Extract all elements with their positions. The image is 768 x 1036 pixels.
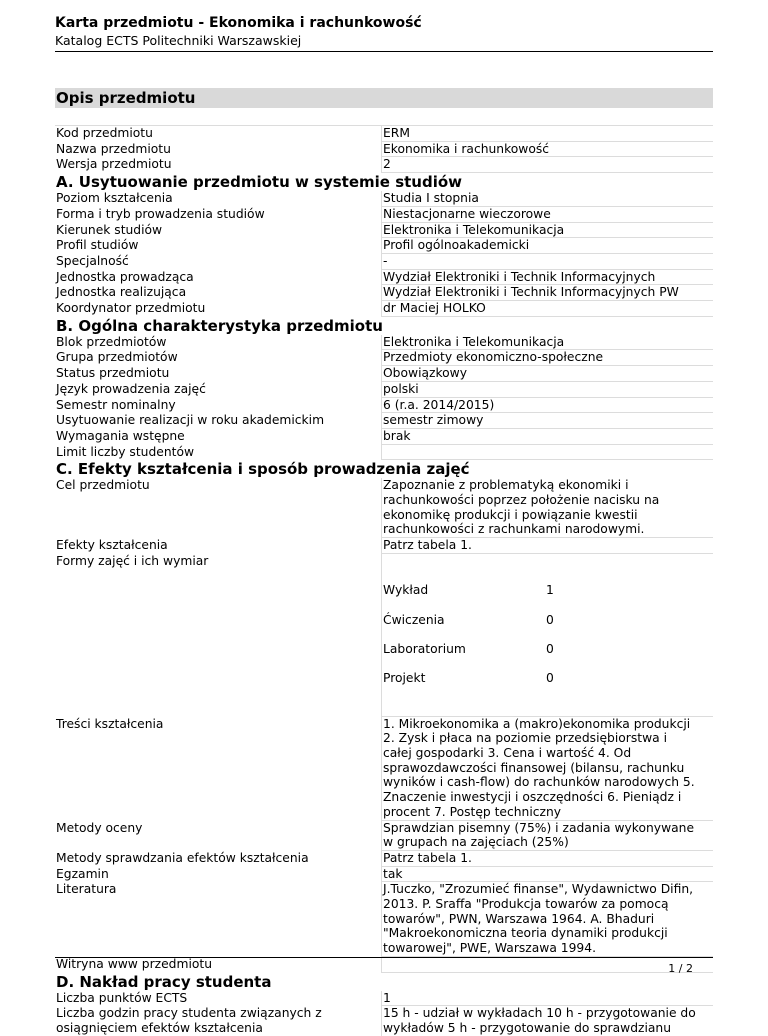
table-row [55,270,713,286]
row-value: Niestacjonarne wieczorowe [382,207,713,223]
table-row [55,254,713,270]
form-hours: 0 [546,671,554,686]
row-label: Treści kształcenia [55,717,382,821]
table-row [55,398,713,414]
opis-spacer [55,111,713,126]
document-title: Karta przedmiotu - Ekonomika i rachunkowość [55,15,422,31]
row-value: Elektronika i Telekomunikacja [382,223,713,239]
page-number: 1 / 2 [668,962,693,975]
row-label: Semestr nominalny [55,398,382,414]
row-value: Przedmioty ekonomiczno-społeczne [382,350,713,366]
table-row [55,867,713,883]
row-label: Wersja przedmiotu [55,157,382,173]
row-label: Jednostka realizująca [55,285,382,301]
row-value: Sprawdzian pisemny (75%) i zadania wykonywane w grupach na zajęciach (25%) [382,821,713,851]
row-label: Kod przedmiotu [55,126,382,142]
row-value [382,445,713,461]
table-row [55,957,713,973]
table-row [55,238,713,254]
row-value: J.Tuczko, "Zrozumieć finanse", Wydawnictwo Difin, 2013. P. Sraffa "Produkcja towarów za pomocą towarów", PWN, Warszawa 1964. A. Bhaduri "Makroekonomiczna teoria dynamiki produkcji towarowej", PWE, Warszawa 1994. [382,882,713,957]
row-value: 1. Mikroekonomika a (makro)ekonomika produkcji 2. Zysk i płaca na poziomie przedsiębiorstwa i całej gospodarki 3. Cena i wartość 4. Od sprawozdawczości finansowej (bilansu, rachunku wyników i cash-flow) do rachunków narodowych 5. Znaczenie inwestycji i oszczędności 6. Pieniądz i procent 7. Postęp techniczny [382,717,713,821]
table-row [55,429,713,445]
table-row [55,478,713,538]
table-row [55,538,713,554]
row-value: Wydział Elektroniki i Technik Informacyjnych PW [382,285,713,301]
row-value: Zapoznanie z problematyką ekonomiki i rachunkowości poprzez położenie nacisku na ekonomikę produkcji i powiązanie kwestii rachunkowości z rachunkami narodowymi. [382,478,713,538]
row-value: Elektronika i Telekomunikacja [382,335,713,351]
row-value: Patrz tabela 1. [382,851,713,867]
section-c-title: C. Efekty kształcenia i sposób prowadzenia zajęć [56,460,470,479]
table-row [55,413,713,429]
row-label: Usytuowanie realizacji w roku akademickim [55,413,382,429]
row-label: Liczba godzin pracy studenta związanych z osiągnięciem efektów kształcenia [55,1006,382,1035]
row-label: Literatura [55,882,382,957]
form-name: Ćwiczenia [383,612,445,627]
row-label: Jednostka prowadząca [55,270,382,286]
table-row [55,991,713,1007]
form-hours: 1 [546,583,554,598]
form-name: Laboratorium [383,642,466,657]
row-label: Witryna www przedmiotu [55,957,382,973]
row-label: Liczba punktów ECTS [55,991,382,1007]
table-row [55,350,713,366]
row-value: semestr zimowy [382,413,713,429]
row-value [382,957,713,973]
table-row [55,285,713,301]
row-label: Cel przedmiotu [55,478,382,538]
list-item [383,613,713,628]
row-value: Studia I stopnia [382,191,713,207]
form-hours: 0 [546,612,554,627]
class-forms-table [383,569,713,701]
table-row [55,851,713,867]
opis-title: Opis przedmiotu [55,88,713,108]
row-label: Kierunek studiów [55,223,382,239]
table-row [55,382,713,398]
header-divider [55,51,713,52]
row-label: Grupa przedmiotów [55,350,382,366]
row-value: Patrz tabela 1. [382,538,713,554]
row-value: Obowiązkowy [382,366,713,382]
table-row [55,717,713,821]
course-card [55,88,713,1036]
table-row [55,157,713,173]
section-d-title: D. Nakład pracy studenta [56,972,272,991]
row-value: 1 [382,991,713,1007]
row-label: Efekty kształcenia [55,538,382,554]
row-label: Blok przedmiotów [55,335,382,351]
row-label: Koordynator przedmiotu [55,301,382,317]
list-item [383,642,713,657]
table-row [55,223,713,239]
row-value: 6 (r.a. 2014/2015) [382,398,713,414]
row-label: Specjalność [55,254,382,270]
form-name: Projekt [383,671,426,686]
row-label: Limit liczby studentów [55,445,382,461]
section-b-title: B. Ogólna charakterystyka przedmiotu [56,316,383,335]
table-row [55,191,713,207]
row-label: Profil studiów [55,238,382,254]
table-row [55,554,713,717]
row-value: 2 [382,157,713,173]
row-value: Profil ogólnoakademicki [382,238,713,254]
row-value: brak [382,429,713,445]
row-label: Egzamin [55,867,382,883]
table-row [55,445,713,461]
form-name: Wykład [383,583,429,598]
row-label: Wymagania wstępne [55,429,382,445]
row-value: - [382,254,713,270]
section-a-title: A. Usytuowanie przedmiotu w systemie studiów [56,173,463,192]
table-row [55,1006,713,1035]
document-header [55,14,713,49]
row-label: Status przedmiotu [55,366,382,382]
row-label: Język prowadzenia zajęć [55,382,382,398]
list-item [383,671,713,686]
row-label: Metody oceny [55,821,382,851]
table-row [55,207,713,223]
table-row [55,142,713,158]
row-value: Ekonomika i rachunkowość [382,142,713,158]
row-value: Wydział Elektroniki i Technik Informacyjnych [382,270,713,286]
table-row [55,882,713,957]
row-value: ERM [382,126,713,142]
row-label: Nazwa przedmiotu [55,142,382,158]
row-value: dr Maciej HOLKO [382,301,713,317]
row-label: Poziom kształcenia [55,191,382,207]
table-row [55,126,713,142]
row-label: Formy zajęć i ich wymiar [55,554,382,717]
row-value: 15 h - udział w wykładach 10 h - przygotowanie do wykładów 5 h - przygotowanie do sprawdzianu [383,1006,696,1035]
table-row [55,335,713,351]
row-value: tak [382,867,713,883]
document-subtitle: Katalog ECTS Politechniki Warszawskiej [55,33,302,48]
table-row [55,366,713,382]
row-value [382,554,713,717]
footer-divider [55,957,713,958]
table-row [55,821,713,851]
form-hours: 0 [546,642,554,657]
row-value: polski [382,382,713,398]
row-label: Metody sprawdzania efektów kształcenia [55,851,382,867]
table-row [55,301,713,317]
row-label: Forma i tryb prowadzenia studiów [55,207,382,223]
list-item [383,583,713,598]
